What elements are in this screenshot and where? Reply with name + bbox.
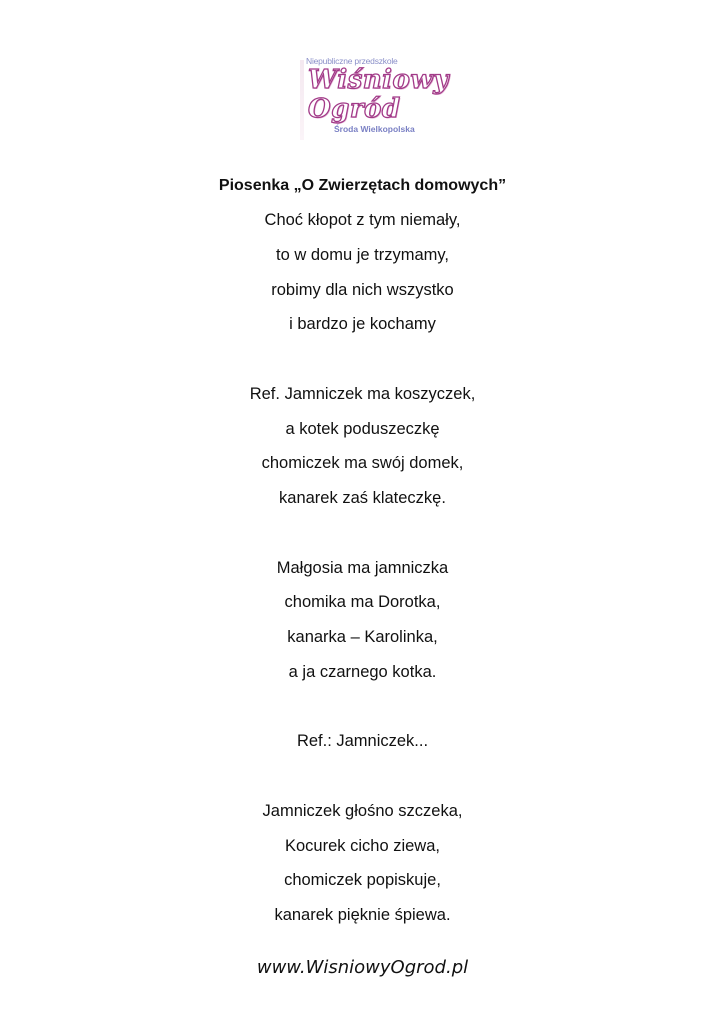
lyric-line: Jamniczek głośno szczeka, (262, 801, 463, 820)
lyric-line: Kocurek cicho ziewa, (285, 836, 440, 855)
lyric-line: chomiczek ma swój domek, (261, 454, 464, 473)
verse-3 (0, 801, 725, 925)
lyric-line: kanarka – Karolinka, (287, 628, 438, 646)
lyric-line: i bardzo je kochamy (289, 315, 436, 334)
logo-location-text: Środa Wielkopolska (334, 124, 415, 134)
verse-2 (0, 558, 725, 682)
lyric-line: chomika ma Dorotka, (284, 593, 441, 612)
refrain (0, 384, 725, 508)
lyric-line: to w domu je trzymamy, (276, 245, 449, 264)
lyric-line: Małgosia ma jamniczka (276, 558, 449, 577)
lyric-line: Choć kłopot z tym niemały, (264, 211, 461, 229)
lyric-line: a ja czarnego kotka. (288, 662, 437, 681)
website-url: www.WisniowyOgrod.pl (256, 957, 469, 978)
refrain-repeat: Ref.: Jamniczek... (296, 732, 429, 751)
lyric-line: kanarek zaś klateczkę. (279, 489, 446, 507)
logo-word-wisniowy: Wiśniowy (308, 65, 449, 95)
logo-decoration (300, 60, 304, 140)
logo-word-ogrod: Ogród (308, 94, 401, 124)
lyric-line: Ref. Jamniczek ma koszyczek, (249, 384, 476, 403)
stanza-gap (0, 766, 725, 801)
lyric-line: robimy dla nich wszystko (271, 280, 454, 299)
lyric-line: chomiczek popiskuje, (284, 871, 441, 890)
verse-1 (0, 210, 725, 334)
preschool-logo (296, 52, 449, 142)
lyric-line: kanarek pięknie śpiewa. (274, 906, 451, 924)
song-text (0, 176, 725, 940)
stanza-gap (0, 697, 725, 732)
lyric-line: a kotek poduszeczkę (285, 419, 440, 438)
stanza-gap (0, 349, 725, 384)
logo-top-text: Niepubliczne przedszkole (306, 56, 398, 66)
stanza-gap (0, 523, 725, 558)
song-title: Piosenka „O Zwierzętach domowych” (218, 177, 507, 194)
